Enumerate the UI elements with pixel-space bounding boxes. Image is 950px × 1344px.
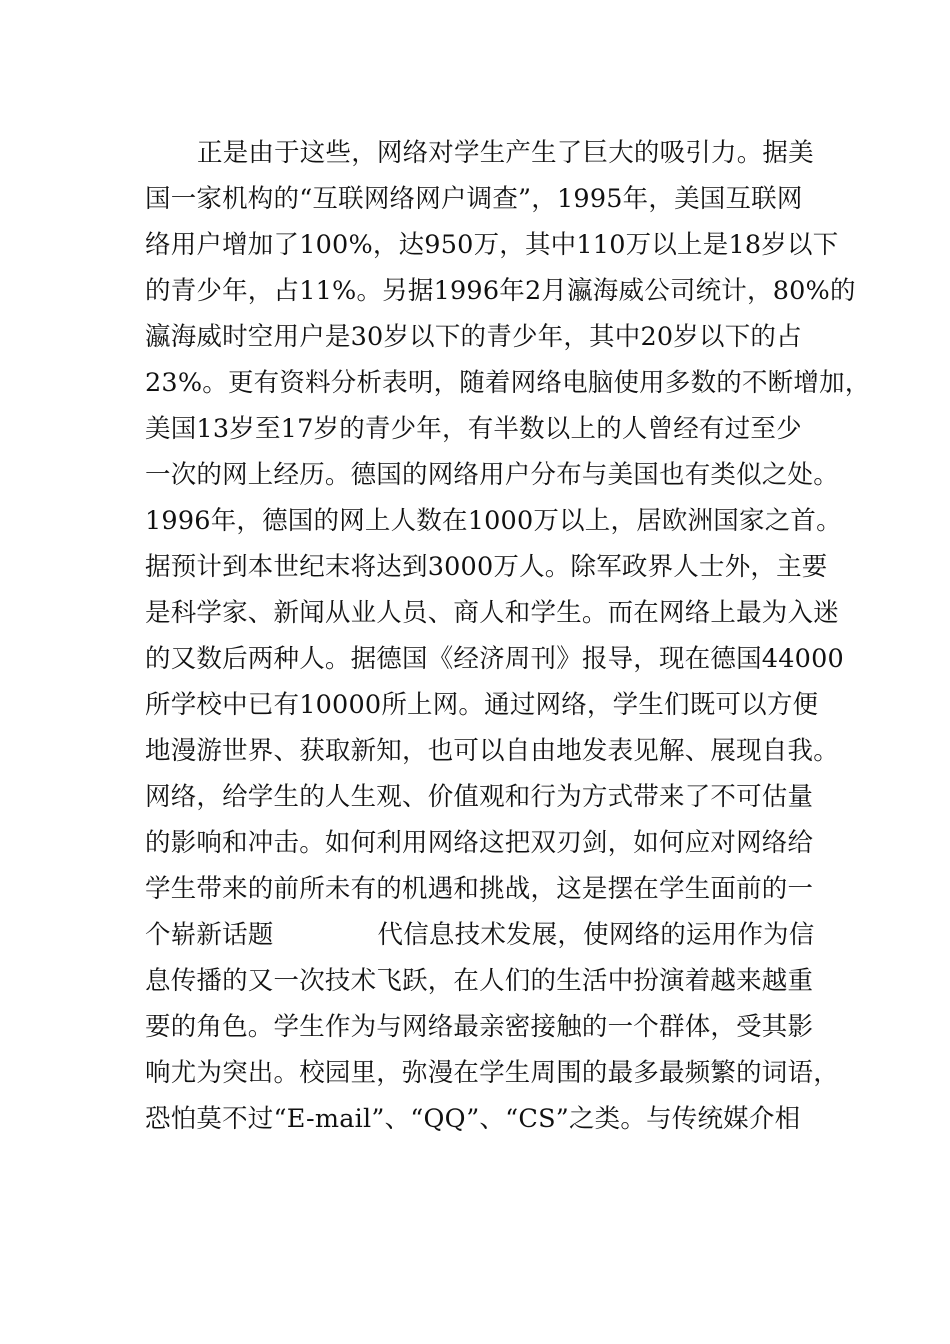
text-line-17: 学生带来的前所未有的机遇和挑战，这是摆在学生面前的一 [145, 874, 814, 904]
text-line-12: 的又数后两种人。据德国《经济周刊》报导，现在德国44000 [145, 644, 844, 674]
text-line-18-head: 个崭新话题 [145, 920, 274, 950]
text-line-16: 的影响和冲击。如何利用网络这把双刃剑，如何应对网络给 [145, 828, 814, 858]
text-line-15: 网络，给学生的人生观、价值观和行为方式带来了不可估量 [145, 782, 814, 812]
text-line-13: 所学校中已有10000所上网。通过网络，学生们既可以方便 [145, 690, 819, 720]
text-line-19: 息传播的又一次技术飞跃，在人们的生活中扮演着越来越重 [145, 966, 814, 996]
text-line-11: 是科学家、新闻从业人员、商人和学生。而在网络上最为入迷 [145, 598, 839, 628]
text-line-22: 恐怕莫不过“E-mail”、“QQ”、“CS”之类。与传统媒介相 [145, 1104, 801, 1134]
text-line-18-tail: 代信息技术发展，使网络的运用作为信 [377, 920, 815, 950]
text-line-21: 响尤为突出。校园里，弥漫在学生周围的最多最频繁的词语， [145, 1058, 839, 1088]
text-line-2: 国一家机构的“互联网络网户调查”，1995年，美国互联网 [145, 184, 803, 214]
text-line-5: 瀛海威时空用户是30岁以下的青少年，其中20岁以下的占 [145, 322, 802, 352]
text-line-4: 的青少年，占11%。另据1996年2月瀛海威公司统计，80%的 [145, 276, 856, 306]
text-line-8: 一次的网上经历。德国的网络用户分布与美国也有类似之处。 [145, 460, 839, 490]
text-line-9: 1996年，德国的网上人数在1000万以上，居欧洲国家之首。 [145, 506, 842, 536]
text-line-1: 正是由于这些，网络对学生产生了巨大的吸引力。据美 [197, 138, 814, 168]
text-line-7: 美国13岁至17岁的青少年，有半数以上的人曾经有过至少 [145, 414, 802, 444]
text-line-18 [145, 912, 814, 958]
text-line-3: 络用户增加了100%，达950万，其中110万以上是18岁以下 [145, 230, 839, 260]
text-line-10: 据预计到本世纪末将达到3000万人。除军政界人士外，主要 [145, 552, 828, 582]
text-line-14: 地漫游世界、获取新知，也可以自由地发表见解、展现自我。 [145, 736, 839, 766]
text-line-20: 要的角色。学生作为与网络最亲密接触的一个群体，受其影 [145, 1012, 814, 1042]
text-line-6: 23%。更有资料分析表明，随着网络电脑使用多数的不断增加， [145, 368, 871, 398]
